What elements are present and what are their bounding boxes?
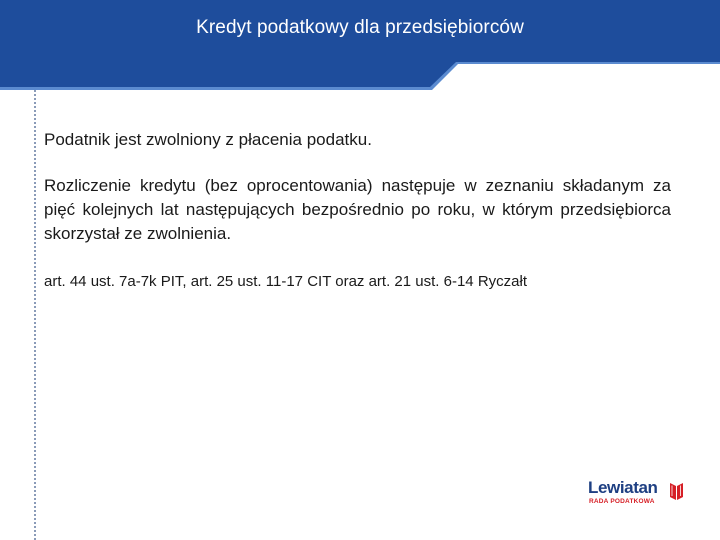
slide-title: Kredyt podatkowy dla przedsiębiorców	[196, 17, 524, 38]
slide-content	[44, 128, 671, 292]
logo-subtitle: RADA PODATKOWA	[589, 498, 655, 505]
logo-book-icon	[668, 480, 684, 502]
logo-name: Lewiatan	[588, 478, 658, 497]
header-band-dark	[0, 0, 720, 87]
paragraph-settlement: Rozliczenie kredytu (bez oprocentowania) następuje w zeznaniu składanym za pięć kolejnych lat następujących bezpośrednio po roku, w którym przedsiębiorca skorzystał ze zwolnienia.	[44, 176, 671, 243]
legal-reference: art. 44 ust. 7a-7k PIT, art. 25 ust. 11-17 CIT oraz art. 21 ust. 6-14 Ryczałt	[44, 273, 527, 290]
paragraph-exemption: Podatnik jest zwolniony z płacenia podatku.	[44, 130, 372, 149]
header-band	[0, 0, 720, 90]
lewiatan-logo	[588, 478, 688, 508]
left-dotted-rule	[34, 90, 36, 540]
